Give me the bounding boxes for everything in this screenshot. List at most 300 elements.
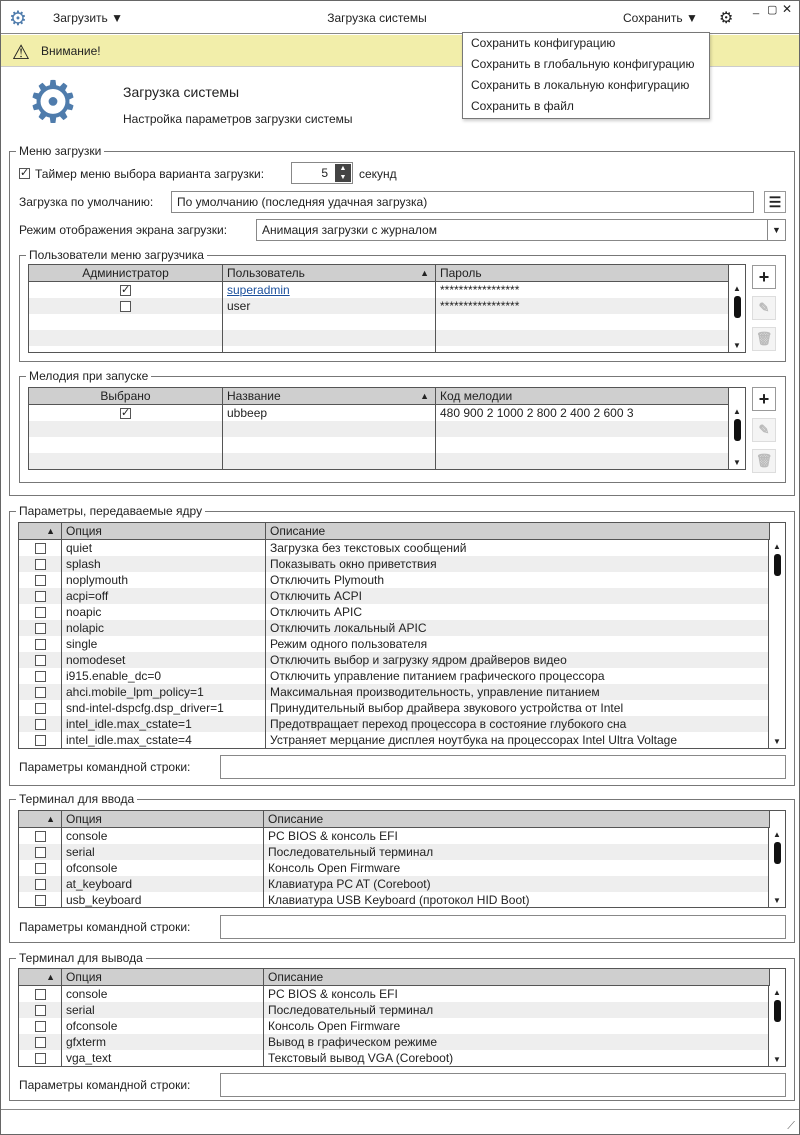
boot-mode-select[interactable] (256, 219, 786, 241)
option-description: Отключить APIC (270, 605, 362, 619)
table-header (19, 811, 785, 828)
spin-arrows-icon[interactable]: ▲ ▼ (335, 164, 351, 182)
table-row[interactable] (19, 844, 785, 860)
table-row[interactable] (19, 668, 785, 684)
option-name: snd-intel-dspcfg.dsp_driver=1 (66, 701, 224, 715)
table-cell (62, 860, 264, 876)
column-header-label: Пользователь (227, 266, 305, 280)
checkbox[interactable] (35, 863, 46, 874)
edit-user-button[interactable]: ✎ (752, 296, 776, 320)
option-description: Последовательный терминал (268, 1003, 434, 1017)
table-header (29, 265, 745, 282)
table-cell (19, 700, 62, 716)
table-cell (223, 453, 436, 469)
table-cell (19, 652, 62, 668)
column-header-label: Описание (270, 524, 326, 538)
cmdline-label: Параметры командной строки: (19, 920, 191, 934)
column-header[interactable] (62, 523, 266, 540)
table-body (19, 828, 785, 907)
table-row[interactable] (19, 588, 785, 604)
scroll-thumb[interactable] (774, 842, 781, 864)
option-description: Вывод в графическом режиме (268, 1035, 438, 1049)
scrollbar[interactable] (768, 540, 785, 748)
option-name: nolapic (66, 621, 105, 635)
table-cell (436, 421, 729, 437)
edit-melody-button[interactable]: ✎ (752, 418, 776, 442)
column-header[interactable] (29, 388, 223, 405)
table-cell (62, 636, 266, 652)
option-name: ofconsole (66, 1019, 118, 1033)
table-row[interactable] (29, 282, 745, 298)
option-name: vga_text (66, 1051, 112, 1065)
checkbox[interactable] (35, 879, 46, 890)
table-cell (264, 828, 770, 844)
option-description: Клавиатура PC AT (Coreboot) (268, 877, 431, 891)
table-cell (436, 346, 729, 353)
table-cell (223, 298, 436, 314)
checkbox[interactable] (35, 703, 46, 714)
table-cell (29, 437, 223, 453)
checkbox[interactable] (35, 671, 46, 682)
checkbox-checked[interactable]: ✓ (121, 284, 131, 297)
option-description: Предотвращает переход процессора в состояние глубокого сна (270, 717, 627, 731)
timer-value: 5 (321, 166, 328, 180)
table-row[interactable] (19, 732, 785, 748)
column-header[interactable] (264, 811, 770, 828)
option-description: Консоль Open Firmware (268, 861, 401, 875)
table-cell (264, 1018, 770, 1034)
column-header-label: Описание (268, 970, 324, 984)
table-cell (266, 540, 770, 556)
username: user (227, 299, 251, 313)
table-cell (266, 668, 770, 684)
checkbox[interactable] (35, 575, 46, 586)
column-header[interactable] (223, 388, 436, 405)
melody-table (28, 387, 746, 470)
checkbox[interactable] (35, 623, 46, 634)
table-cell (436, 453, 729, 469)
scroll-thumb[interactable] (734, 419, 741, 441)
table-cell (62, 556, 266, 572)
option-description: Отключить управление питанием графического процессора (270, 669, 605, 683)
option-description: Отключить Plymouth (270, 573, 385, 587)
load-menu-button[interactable] (53, 11, 123, 25)
timer-spinbox[interactable] (291, 162, 353, 184)
table-cell (436, 330, 729, 346)
table-cell (62, 540, 266, 556)
table-body (29, 282, 745, 352)
scroll-up-icon[interactable]: ▲ (733, 407, 741, 416)
checkbox[interactable] (35, 687, 46, 698)
table-cell (223, 282, 436, 298)
scroll-thumb[interactable] (774, 1000, 781, 1022)
table-cell (223, 346, 436, 353)
column-header[interactable] (19, 523, 62, 540)
warning-text: Внимание! (41, 44, 101, 58)
table-row[interactable] (29, 453, 745, 469)
table-cell (223, 330, 436, 346)
scroll-down-icon[interactable]: ▼ (733, 341, 741, 350)
scroll-up-icon[interactable]: ▲ (773, 830, 781, 839)
table-body (19, 986, 785, 1066)
column-header-label: Название (227, 389, 281, 403)
scrollbar[interactable] (768, 828, 785, 907)
column-header[interactable] (29, 265, 223, 282)
table-cell (19, 684, 62, 700)
table-cell (62, 1050, 264, 1066)
table-cell (264, 844, 770, 860)
table-cell (62, 1034, 264, 1050)
table-cell (62, 1018, 264, 1034)
table-cell (29, 282, 223, 298)
table-cell (62, 828, 264, 844)
table-row[interactable] (19, 604, 785, 620)
checkbox[interactable] (35, 719, 46, 730)
table-cell (264, 1034, 770, 1050)
sort-asc-icon[interactable]: ▲ (420, 268, 429, 278)
table-row[interactable] (19, 540, 785, 556)
table-cell (264, 1002, 770, 1018)
table-cell (62, 700, 266, 716)
timer-unit: секунд (359, 167, 397, 181)
save-menu-button[interactable] (623, 11, 698, 25)
load-label: Загрузить (53, 11, 108, 25)
table-cell (436, 314, 729, 330)
column-header-label: Опция (66, 970, 102, 984)
option-name: quiet (66, 541, 93, 555)
table-row[interactable] (19, 860, 785, 876)
melody-name: ubbeep (227, 406, 268, 420)
table-cell (266, 700, 770, 716)
table-cell (62, 986, 264, 1002)
menu-item-save-file[interactable]: Сохранить в файл (471, 99, 574, 113)
option-description: Устраняет мерцание дисплея ноутбука на процессорах Intel Ultra Voltage (270, 733, 677, 747)
table-cell (19, 860, 62, 876)
app-gear-icon: ⚙ (9, 8, 27, 30)
menu-item-save-local[interactable]: Сохранить в локальную конфигурацию (471, 78, 690, 92)
password-masked: ***************** (440, 283, 520, 297)
delete-melody-button[interactable]: 🗑 (752, 449, 776, 473)
output-terminal-cmdline-input[interactable] (220, 1073, 786, 1097)
table-cell (19, 828, 62, 844)
menu-item-save-config[interactable]: Сохранить конфигурацию (471, 36, 616, 50)
table-cell (264, 860, 770, 876)
cmdline-label: Параметры командной строки: (19, 760, 191, 774)
option-name: intel_idle.max_cstate=1 (66, 717, 192, 731)
column-header-label: Код мелодии (440, 389, 513, 403)
column-header[interactable] (436, 265, 729, 282)
option-description: Отключить выбор и загрузку ядром драйверов видео (270, 653, 567, 667)
table-cell (266, 684, 770, 700)
table-row[interactable] (29, 298, 745, 314)
table-row[interactable] (29, 330, 745, 346)
checkbox[interactable] (35, 989, 46, 1000)
table-cell (264, 876, 770, 892)
checkbox[interactable] (35, 559, 46, 570)
table-cell (62, 604, 266, 620)
timer-label: Таймер меню выбора варианта загрузки: (35, 167, 265, 181)
table-cell (62, 620, 266, 636)
checkbox[interactable] (35, 895, 46, 906)
table-body (19, 540, 785, 748)
table-cell (266, 636, 770, 652)
table-cell (266, 588, 770, 604)
table-cell (19, 572, 62, 588)
option-name: nomodeset (66, 653, 126, 667)
minimize-button[interactable]: _ (753, 3, 760, 15)
checkbox[interactable] (35, 655, 46, 666)
checkbox-checked-icon: ✓ (20, 167, 30, 180)
table-cell (29, 346, 223, 353)
table-cell (29, 421, 223, 437)
resize-grip-icon[interactable]: ⟋ (787, 1120, 795, 1132)
checkbox[interactable] (35, 1037, 46, 1048)
checkbox[interactable] (35, 639, 46, 650)
table-cell (223, 405, 436, 421)
scrollbar[interactable] (768, 986, 785, 1066)
scroll-up-icon[interactable]: ▲ (773, 988, 781, 997)
option-description: Принудительный выбор драйвера звукового устройства от Intel (270, 701, 624, 715)
sort-asc-icon[interactable]: ▲ (46, 526, 55, 536)
option-description: Отключить ACPI (270, 589, 362, 603)
table-cell (19, 876, 62, 892)
melody-code: 480 900 2 1000 2 800 2 400 2 600 3 (440, 406, 634, 420)
option-name: at_keyboard (66, 877, 133, 891)
option-name: acpi=off (66, 589, 109, 603)
table-cell (19, 1050, 62, 1066)
column-header[interactable] (19, 811, 62, 828)
scroll-down-icon[interactable]: ▼ (733, 458, 741, 467)
sort-asc-icon[interactable]: ▲ (46, 972, 55, 982)
option-description: Клавиатура USB Keyboard (протокол HID Boot) (268, 893, 530, 907)
table-row[interactable] (19, 1034, 785, 1050)
table-cell (62, 684, 266, 700)
column-header[interactable] (264, 969, 770, 986)
add-user-button[interactable]: + (752, 265, 776, 289)
add-melody-button[interactable]: + (752, 387, 776, 411)
menu-list-button[interactable]: ☰ (764, 191, 786, 213)
checkbox[interactable] (35, 607, 46, 618)
group-legend: Мелодия при запуске (29, 369, 149, 383)
column-header-label: Опция (66, 524, 102, 538)
scrollbar[interactable] (728, 282, 745, 352)
table-row[interactable] (19, 1002, 785, 1018)
option-description: Текстовый вывод VGA (Coreboot) (268, 1051, 454, 1065)
table-cell (264, 986, 770, 1002)
table-cell (19, 620, 62, 636)
boot-mode-label: Режим отображения экрана загрузки: (19, 223, 228, 237)
column-header-label: Опция (66, 812, 102, 826)
table-row[interactable] (19, 716, 785, 732)
save-dropdown-menu (462, 32, 710, 119)
table-row[interactable] (29, 346, 745, 353)
table-row[interactable] (29, 437, 745, 453)
checkbox[interactable] (35, 1021, 46, 1032)
table-cell (436, 282, 729, 298)
table-cell (223, 437, 436, 453)
table-cell (19, 716, 62, 732)
option-description: Консоль Open Firmware (268, 1019, 401, 1033)
close-button[interactable]: ✕ (782, 2, 793, 16)
table-cell (19, 604, 62, 620)
scroll-down-icon[interactable]: ▼ (773, 896, 781, 905)
checkbox[interactable] (35, 1005, 46, 1016)
table-row[interactable] (29, 421, 745, 437)
save-label: Сохранить (623, 11, 683, 25)
table-cell (19, 540, 62, 556)
table-cell (266, 620, 770, 636)
table-header (29, 388, 745, 405)
table-row[interactable] (19, 636, 785, 652)
group-legend: Терминал для вывода (19, 951, 143, 965)
password-masked: ***************** (440, 299, 520, 313)
table-cell (266, 604, 770, 620)
option-name: ofconsole (66, 861, 118, 875)
table-cell (62, 844, 264, 860)
column-header[interactable] (436, 388, 729, 405)
option-name: intel_idle.max_cstate=4 (66, 733, 192, 747)
option-name: splash (66, 557, 101, 571)
table-cell (436, 405, 729, 421)
option-name: noplymouth (66, 573, 129, 587)
option-description: Загрузка без текстовых сообщений (270, 541, 467, 555)
scroll-up-icon[interactable]: ▲ (773, 542, 781, 551)
checkbox[interactable] (35, 543, 46, 554)
scroll-thumb[interactable] (774, 554, 781, 576)
table-cell (436, 298, 729, 314)
option-description: Отключить локальный APIC (270, 621, 427, 635)
table-row[interactable] (19, 684, 785, 700)
delete-user-button[interactable]: 🗑 (752, 327, 776, 351)
group-legend: Меню загрузки (19, 144, 102, 158)
table-cell (29, 453, 223, 469)
kernel-params-table (18, 522, 786, 749)
group-legend: Параметры, передаваемые ядру (19, 504, 203, 518)
option-description: PC BIOS & консоль EFI (268, 829, 398, 843)
checkbox[interactable] (35, 591, 46, 602)
table-cell (19, 844, 62, 860)
table-cell (62, 1002, 264, 1018)
kernel-cmdline-input[interactable] (220, 755, 786, 779)
checkbox[interactable] (35, 735, 46, 746)
checkbox[interactable] (35, 831, 46, 842)
checkbox-checked[interactable]: ✓ (121, 407, 131, 420)
chevron-down-icon: ▼ (111, 11, 124, 25)
scrollbar[interactable] (728, 405, 745, 469)
table-header (19, 523, 785, 540)
table-row[interactable] (29, 405, 745, 421)
gears-icon: ⚙ (27, 70, 79, 135)
column-header[interactable] (62, 811, 264, 828)
table-cell (266, 652, 770, 668)
column-header[interactable] (62, 969, 264, 986)
column-header-label: Выбрано (100, 389, 151, 403)
table-cell (266, 556, 770, 572)
menu-item-save-global[interactable]: Сохранить в глобальную конфигурацию (471, 57, 695, 71)
warning-icon: ⚠ (12, 42, 30, 64)
table-row[interactable] (19, 892, 785, 908)
boot-mode-value: Анимация загрузки с журналом (262, 223, 437, 237)
input-terminal-cmdline-input[interactable] (220, 915, 786, 939)
users-table (28, 264, 746, 353)
table-cell (62, 652, 266, 668)
table-cell (19, 892, 62, 908)
table-cell (19, 636, 62, 652)
table-cell (29, 330, 223, 346)
column-header[interactable] (266, 523, 770, 540)
table-cell (19, 986, 62, 1002)
column-header-label: Пароль (440, 266, 482, 280)
table-row[interactable] (19, 572, 785, 588)
scroll-down-icon[interactable]: ▼ (773, 737, 781, 746)
checkbox[interactable] (35, 1053, 46, 1064)
table-cell (19, 1034, 62, 1050)
output-terminal-table (18, 968, 786, 1067)
input-terminal-table (18, 810, 786, 908)
window-title: Загрузка системы (327, 11, 427, 25)
table-row[interactable] (19, 828, 785, 844)
option-description: Показывать окно приветствия (270, 557, 437, 571)
option-name: single (66, 637, 98, 651)
option-name: ahci.mobile_lpm_policy=1 (66, 685, 204, 699)
default-boot-field[interactable]: По умолчанию (последняя удачная загрузка) (171, 191, 754, 213)
table-cell (62, 876, 264, 892)
table-cell (19, 668, 62, 684)
table-cell (19, 1002, 62, 1018)
settings-gear-icon[interactable]: ⚙ (719, 10, 734, 27)
option-name: gfxterm (66, 1035, 107, 1049)
scroll-up-icon[interactable]: ▲ (733, 284, 741, 293)
table-cell (19, 556, 62, 572)
sort-asc-icon[interactable]: ▲ (46, 814, 55, 824)
option-name: console (66, 987, 108, 1001)
column-header[interactable] (223, 265, 436, 282)
table-cell (62, 668, 266, 684)
maximize-button[interactable]: ▢ (767, 4, 778, 16)
table-cell (19, 588, 62, 604)
table-cell (19, 732, 62, 748)
checkbox[interactable] (120, 301, 131, 312)
column-header[interactable] (19, 969, 62, 986)
table-cell (264, 1050, 770, 1066)
table-row[interactable] (19, 876, 785, 892)
timer-checkbox[interactable] (19, 166, 30, 180)
table-cell (29, 314, 223, 330)
table-row[interactable] (19, 700, 785, 716)
option-name: usb_keyboard (66, 893, 142, 907)
chevron-down-icon[interactable]: ▼ (767, 220, 785, 240)
table-row[interactable] (19, 652, 785, 668)
table-row[interactable] (19, 620, 785, 636)
scroll-thumb[interactable] (734, 296, 741, 318)
option-name: serial (66, 845, 95, 859)
sort-asc-icon[interactable]: ▲ (420, 391, 429, 401)
table-row[interactable] (19, 556, 785, 572)
username[interactable]: superadmin (227, 283, 290, 297)
table-row[interactable] (29, 314, 745, 330)
option-name: noapic (66, 605, 102, 619)
table-row[interactable] (19, 1018, 785, 1034)
table-cell (62, 732, 266, 748)
option-description: Последовательный терминал (268, 845, 434, 859)
table-row[interactable] (19, 1050, 785, 1066)
table-row[interactable] (19, 986, 785, 1002)
option-name: serial (66, 1003, 95, 1017)
default-boot-label: Загрузка по умолчанию: (19, 195, 154, 209)
table-cell (29, 298, 223, 314)
checkbox[interactable] (35, 847, 46, 858)
scroll-down-icon[interactable]: ▼ (773, 1055, 781, 1064)
